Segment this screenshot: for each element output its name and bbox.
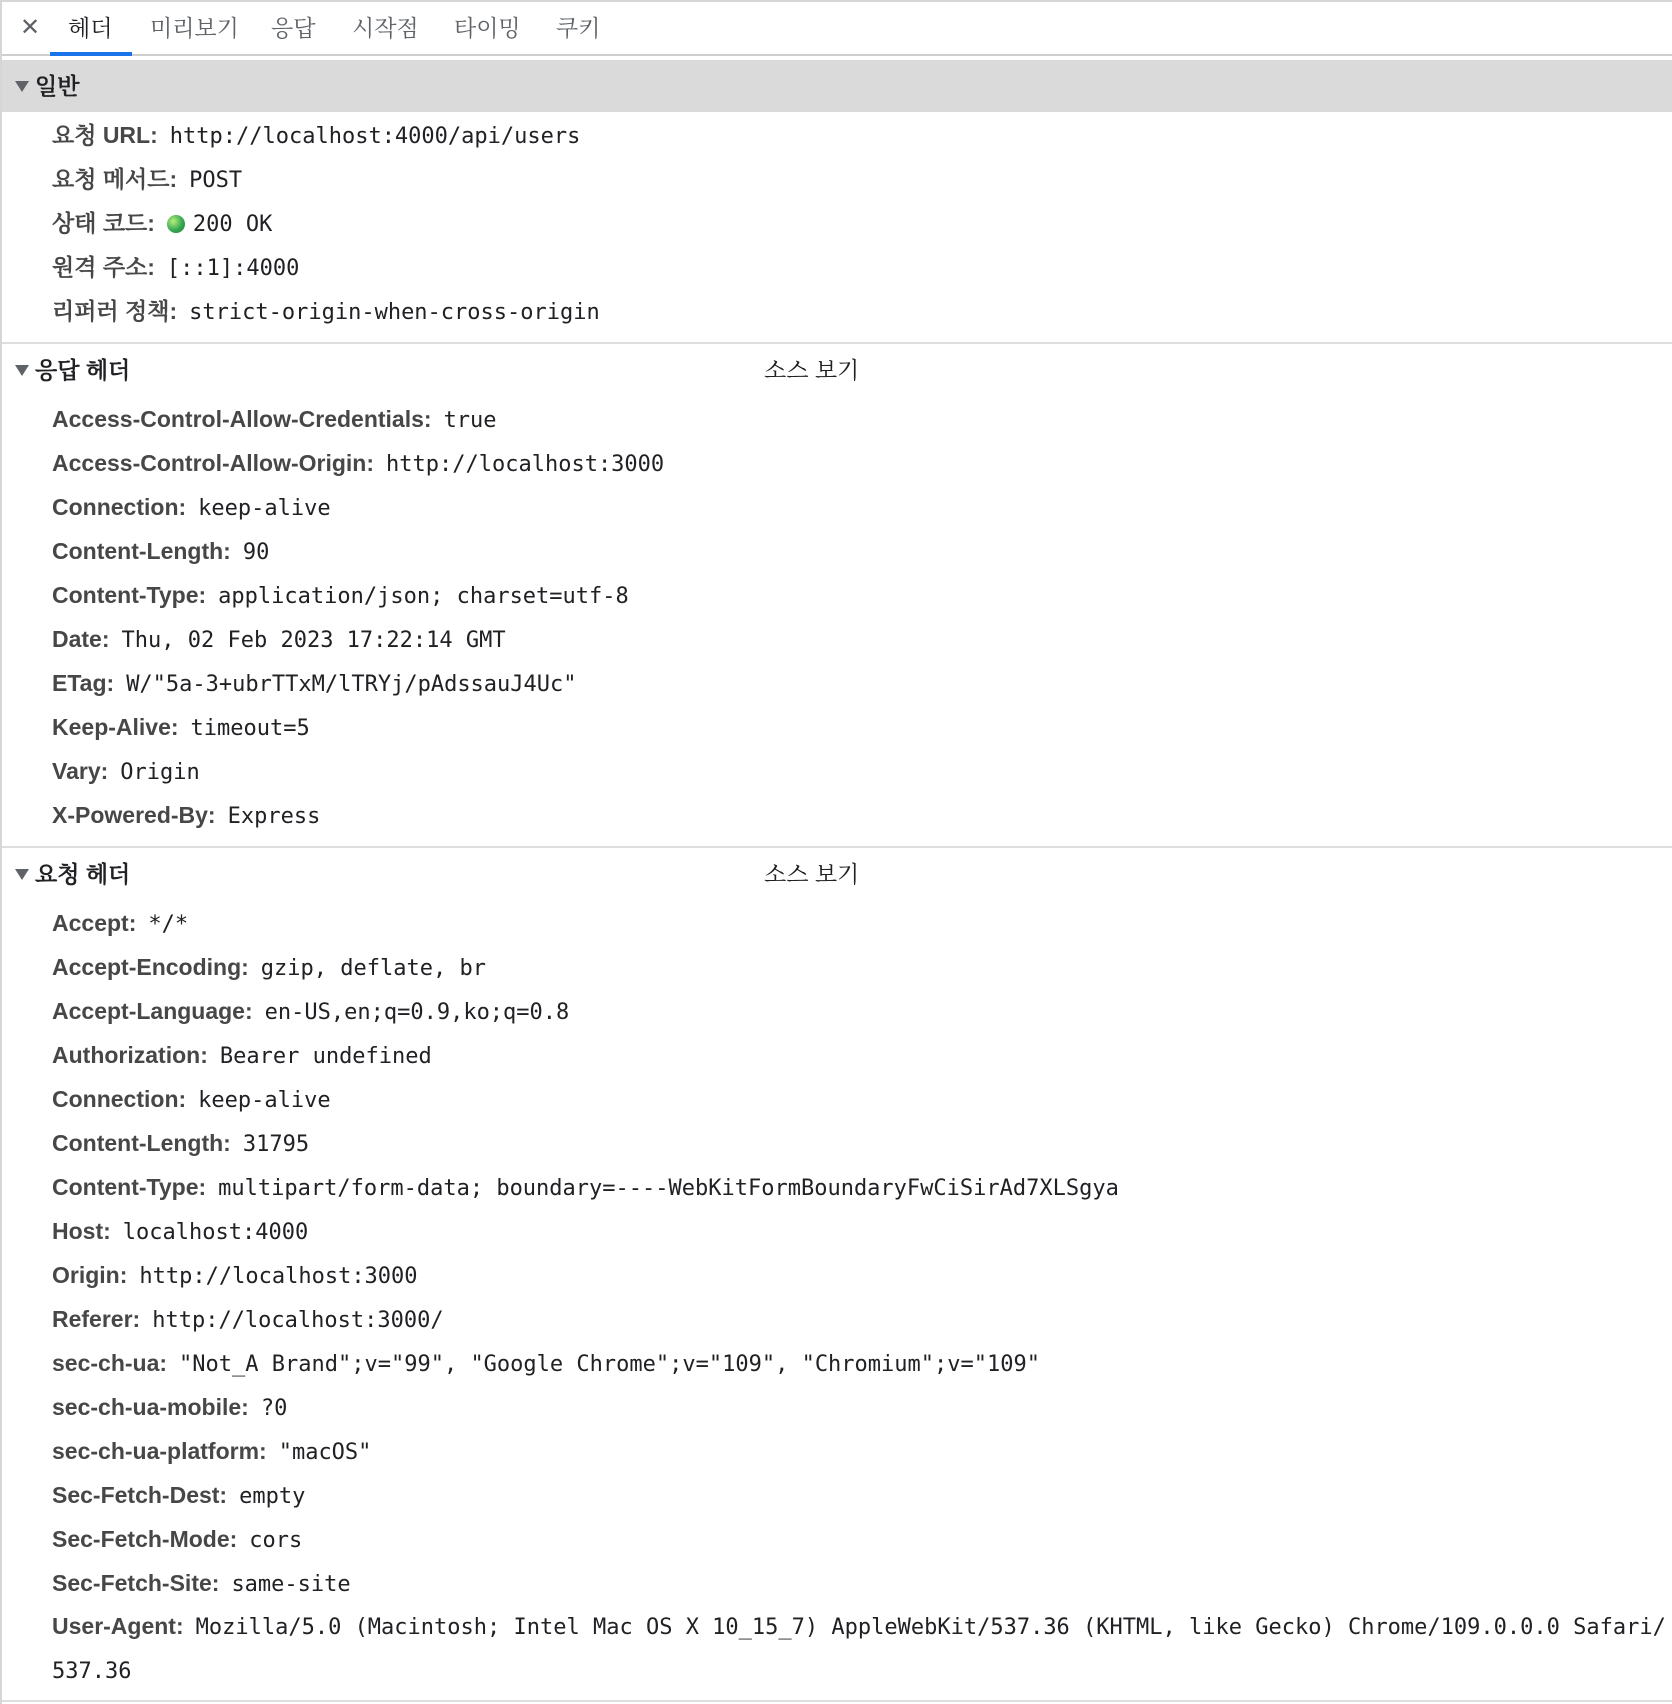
header-row: [52, 945, 486, 989]
header-row: [52, 661, 577, 705]
header-name: sec-ch-ua-platform:: [52, 1438, 267, 1464]
header-value: keep-alive: [198, 1088, 331, 1113]
header-row: [52, 485, 331, 529]
header-name: Sec-Fetch-Dest:: [52, 1482, 228, 1508]
header-row: [52, 1517, 302, 1561]
section-divider: [2, 1700, 1672, 1702]
tab-timing[interactable]: 타이밍: [454, 15, 521, 41]
header-row: [52, 1077, 331, 1121]
header-value: W/"5a-3+ubrTTxM/lTRYj/pAdssauJ4Uc": [126, 672, 577, 697]
header-name: Vary:: [52, 758, 109, 784]
header-name: Content-Type:: [52, 582, 207, 608]
expand-triangle-icon: [15, 81, 29, 92]
header-row: [52, 201, 272, 245]
header-name: Host:: [52, 1218, 111, 1244]
header-value: */*: [148, 912, 189, 937]
tab-cookies[interactable]: 쿠키: [556, 15, 601, 41]
tab-bar: [2, 2, 1672, 56]
section-title: 요청 헤더: [35, 861, 131, 887]
header-value: localhost:4000: [122, 1220, 309, 1245]
header-value: Thu, 02 Feb 2023 17:22:14 GMT: [121, 628, 506, 653]
header-row: [52, 901, 188, 945]
header-row: [52, 1561, 351, 1605]
header-value: keep-alive: [198, 496, 331, 521]
section-general-header[interactable]: [2, 60, 1672, 112]
header-name: 요청 URL:: [52, 122, 158, 148]
header-row: [52, 749, 200, 793]
header-value: 200 OK: [192, 212, 273, 237]
header-name: Accept-Encoding:: [52, 954, 249, 980]
header-value: gzip, deflate, br: [260, 956, 486, 981]
header-value: http://localhost:3000: [139, 1264, 418, 1289]
header-name: Content-Length:: [52, 1130, 231, 1156]
header-name: sec-ch-ua-mobile:: [52, 1394, 249, 1420]
header-name: Access-Control-Allow-Credentials:: [52, 406, 432, 432]
header-name: Access-Control-Allow-Origin:: [52, 450, 375, 476]
header-name: Sec-Fetch-Site:: [52, 1570, 220, 1596]
header-value: "Not_A Brand";v="99", "Google Chrome";v="109", "Chromium";v="109": [179, 1352, 1040, 1377]
header-value: Mozilla/5.0 (Macintosh; Intel Mac OS X 10_15_7) AppleWebKit/537.36 (KHTML, like Gecko) Chrome/109.0.0.0 Safari/537.36: [52, 1615, 1666, 1684]
header-row: [52, 617, 506, 661]
section-request-headers-header[interactable]: [2, 848, 1672, 900]
header-row: [52, 793, 320, 837]
header-value: empty: [239, 1484, 306, 1509]
header-row: [52, 1297, 444, 1341]
header-name: 상태 코드:: [52, 210, 155, 236]
header-name: Content-Length:: [52, 538, 231, 564]
header-name: 요청 메서드:: [52, 166, 178, 192]
header-value: 90: [242, 540, 270, 565]
header-value: http://localhost:4000/api/users: [169, 124, 581, 149]
header-name: X-Powered-By:: [52, 802, 216, 828]
header-row: [52, 1473, 305, 1517]
header-name: sec-ch-ua:: [52, 1350, 168, 1376]
header-value: cors: [249, 1528, 303, 1553]
header-row: [52, 245, 299, 289]
tab-response[interactable]: 응답: [271, 15, 316, 41]
header-row: [52, 441, 664, 485]
header-value: [::1]:4000: [166, 256, 300, 281]
header-name: Origin:: [52, 1262, 128, 1288]
header-row: [52, 989, 569, 1033]
header-row: [52, 1253, 418, 1297]
header-row: [52, 705, 310, 749]
header-value: timeout=5: [190, 716, 310, 741]
header-row: [52, 1209, 308, 1253]
tab-initiator[interactable]: 시작점: [352, 15, 419, 41]
header-row: [52, 113, 580, 157]
header-row: [52, 1385, 287, 1429]
header-value: same-site: [231, 1572, 351, 1597]
header-value: en-US,en;q=0.9,ko;q=0.8: [264, 1000, 570, 1025]
header-row: [52, 529, 269, 573]
close-icon[interactable]: ✕: [19, 14, 41, 41]
header-value: Express: [227, 804, 321, 829]
header-value: ?0: [260, 1396, 288, 1421]
header-name: Authorization:: [52, 1042, 208, 1068]
header-value: "macOS": [278, 1440, 372, 1465]
header-row: [52, 1341, 1040, 1385]
header-name: Date:: [52, 626, 110, 652]
active-tab-indicator: [50, 52, 132, 56]
view-source-link[interactable]: 소스 보기: [764, 861, 860, 887]
header-value: true: [443, 408, 497, 433]
header-row: [52, 1605, 1672, 1693]
header-row: [52, 289, 600, 333]
header-name: ETag:: [52, 670, 115, 696]
header-value: http://localhost:3000/: [152, 1308, 444, 1333]
header-name: 원격 주소:: [52, 254, 155, 280]
header-value: POST: [189, 168, 243, 193]
section-response-headers-header[interactable]: [2, 344, 1672, 396]
status-dot-icon: [167, 215, 185, 233]
header-row: [52, 1165, 1119, 1209]
section-title: 일반: [35, 73, 80, 99]
expand-triangle-icon: [15, 869, 29, 880]
header-value: http://localhost:3000: [386, 452, 665, 477]
section-title: 응답 헤더: [35, 357, 131, 383]
header-name: Accept-Language:: [52, 998, 253, 1024]
header-value: 31795: [242, 1132, 310, 1157]
header-name: Connection:: [52, 494, 187, 520]
header-name: 리퍼러 정책:: [52, 298, 178, 324]
header-row: [52, 1121, 309, 1165]
header-name: Referer:: [52, 1306, 141, 1332]
header-name: Accept:: [52, 910, 137, 936]
expand-triangle-icon: [15, 365, 29, 376]
header-row: [52, 1429, 371, 1473]
header-name: Sec-Fetch-Mode:: [52, 1526, 238, 1552]
header-name: User-Agent:: [52, 1613, 184, 1639]
header-name: Connection:: [52, 1086, 187, 1112]
header-row: [52, 157, 242, 201]
tab-preview[interactable]: 미리보기: [150, 15, 239, 41]
header-row: [52, 397, 497, 441]
header-row: [52, 1033, 432, 1077]
header-row: [52, 573, 629, 617]
header-name: Content-Type:: [52, 1174, 207, 1200]
header-value: multipart/form-data; boundary=----WebKitFormBoundaryFwCiSirAd7XLSgya: [218, 1176, 1119, 1201]
header-value: strict-origin-when-cross-origin: [189, 300, 600, 325]
header-value: application/json; charset=utf-8: [218, 584, 629, 609]
header-value: Bearer undefined: [219, 1044, 432, 1069]
tab-headers[interactable]: 헤더: [68, 15, 113, 41]
view-source-link[interactable]: 소스 보기: [764, 357, 860, 383]
header-name: Keep-Alive:: [52, 714, 179, 740]
header-value: Origin: [120, 760, 200, 785]
